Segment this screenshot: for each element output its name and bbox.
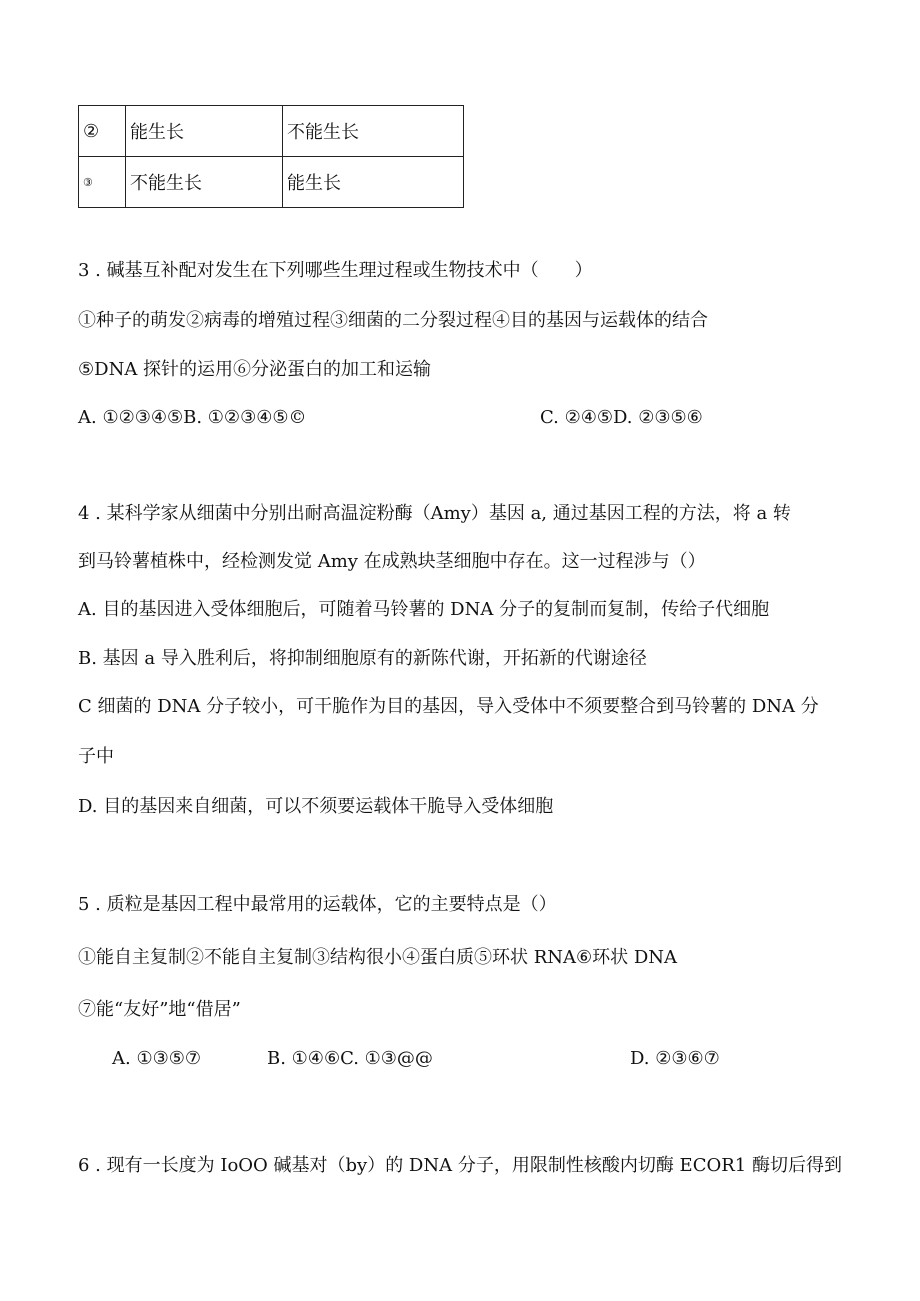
table-cell: ② (79, 106, 126, 157)
q5-stem: 5 . 质粒是基因工程中最常用的运载体，它的主要特点是（） (78, 894, 557, 915)
q4-option-c-line2: 子中 (78, 746, 114, 767)
table-row (79, 157, 464, 208)
q4-option-b: B. 基因 a 导入胜利后，将抑制细胞原有的新陈代谢，开拓新的代谢途径 (78, 648, 647, 669)
table-cell: 不能生长 (283, 106, 464, 157)
growth-table (78, 105, 464, 208)
q3-items-line1: ①种子的萌发②病毒的增殖过程③细菌的二分裂过程④目的基因与运载体的结合 (78, 310, 708, 331)
table-cell: 能生长 (283, 157, 464, 208)
table-cell: ③ (79, 157, 126, 208)
table-cell: 能生长 (126, 106, 283, 157)
table-row (79, 106, 464, 157)
q6-stem: 6 . 现有一长度为 IoOO 碱基对（by）的 DNA 分子，用限制性核酸内切酶 ECOR1 酶切后得到 (78, 1155, 842, 1176)
table-cell: 不能生长 (126, 157, 283, 208)
q4-option-d: D. 目的基因来自细菌，可以不须要运载体干脆导入受体细胞 (78, 796, 554, 817)
q5-items-line2: ⑦能“友好”地“借居” (78, 999, 241, 1020)
q3-items-line2: ⑤DNA 探针的运用⑥分泌蛋白的加工和运输 (78, 359, 432, 380)
q3-stem: 3 . 碱基互补配对发生在下列哪些生理过程或生物技术中（ ） (78, 260, 593, 281)
q3-options-cd: C. ②④⑤D. ②③⑤⑥ (540, 407, 703, 428)
q4-stem-line2: 到马铃薯植株中，经检测发觉 Amy 在成熟块茎细胞中存在。这一过程涉与（） (78, 551, 706, 572)
q5-option-a: A. ①③⑤⑦ (112, 1048, 201, 1069)
q4-option-a: A. 目的基因进入受体细胞后，可随着马铃薯的 DNA 分子的复制而复制，传给子代细胞 (78, 599, 770, 620)
q4-option-c-line1: C 细菌的 DNA 分子较小，可干脆作为目的基因，导入受体中不须要整合到马铃薯的 DNA 分 (78, 696, 819, 717)
q5-options-bc: B. ①④⑥C. ①③@@ (267, 1048, 433, 1069)
q5-option-d: D. ②③⑥⑦ (630, 1048, 720, 1069)
q3-options-ab: A. ①②③④⑤B. ①②③④⑤© (78, 407, 307, 428)
q5-items-line1: ①能自主复制②不能自主复制③结构很小④蛋白质⑤环状 RNA⑥环状 DNA (78, 947, 678, 968)
q4-stem-line1: 4 . 某科学家从细菌中分别出耐高温淀粉酶（Amy）基因 a, 通过基因工程的方法，将 a 转 (78, 503, 791, 524)
